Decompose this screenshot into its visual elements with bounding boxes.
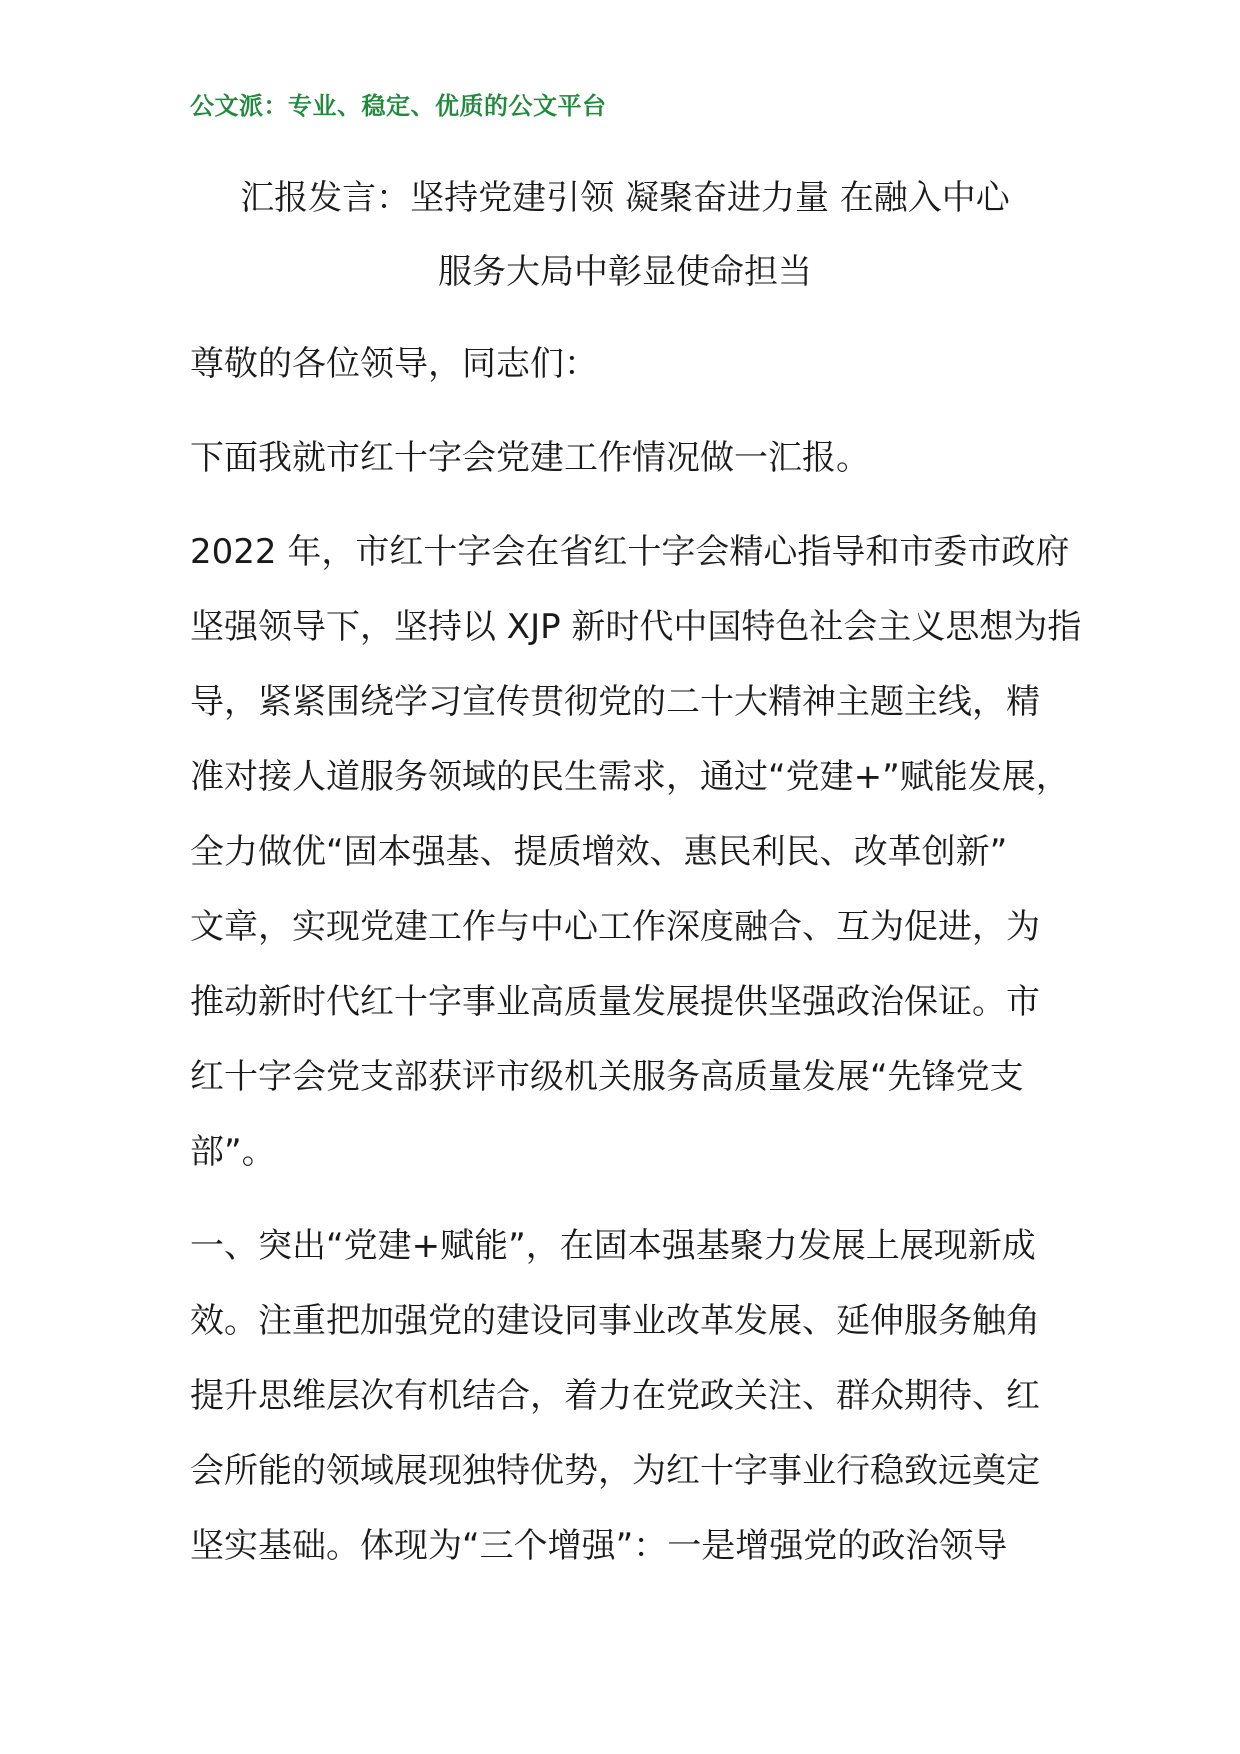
- paragraph-line: 2022 年，市红十字会在省红十字会精心指导和市委市政府: [190, 532, 1070, 572]
- salutation: 尊敬的各位领导，同志们：: [190, 344, 598, 384]
- paragraph-line: 导，紧紧围绕学习宣传贯彻党的二十大精神主题主线，精: [190, 682, 1040, 722]
- paragraph-line: 准对接人道服务领域的民生需求，通过“党建+”赋能发展，: [190, 757, 1070, 797]
- intro-paragraph: 下面我就市红十字会党建工作情况做一汇报。: [190, 438, 870, 478]
- document-title-line-1: 汇报发言：坚持党建引领 凝聚奋进力量 在融入中心: [240, 178, 1010, 218]
- brand-header: 公文派：专业、稳定、优质的公文平台: [190, 92, 607, 120]
- paragraph-line: 坚强领导下，坚持以 XJP 新时代中国特色社会主义思想为指: [190, 607, 1082, 647]
- paragraph-line: 部”。: [190, 1132, 276, 1172]
- document-title-line-2: 服务大局中彰显使命担当: [438, 252, 812, 292]
- paragraph-line: 会所能的领域展现独特优势，为红十字事业行稳致远奠定: [190, 1451, 1040, 1491]
- paragraph-line: 提升思维层次有机结合，着力在党政关注、群众期待、红: [190, 1376, 1040, 1416]
- paragraph-line: 坚实基础。体现为“三个增强”：一是增强党的政治领导: [190, 1526, 1008, 1566]
- paragraph-line: 效。注重把加强党的建设同事业改革发展、延伸服务触角: [190, 1301, 1040, 1341]
- paragraph-line: 红十字会党支部获评市级机关服务高质量发展“先锋党支: [190, 1057, 1024, 1097]
- paragraph-line: 全力做优“固本强基、提质增效、惠民利民、改革创新”: [190, 832, 1008, 872]
- paragraph-line: 文章，实现党建工作与中心工作深度融合、互为促进，为: [190, 907, 1040, 947]
- paragraph-line: 推动新时代红十字事业高质量发展提供坚强政治保证。市: [190, 982, 1040, 1022]
- paragraph-line: 一、突出“党建+赋能”，在固本强基聚力发展上展现新成: [190, 1226, 1036, 1266]
